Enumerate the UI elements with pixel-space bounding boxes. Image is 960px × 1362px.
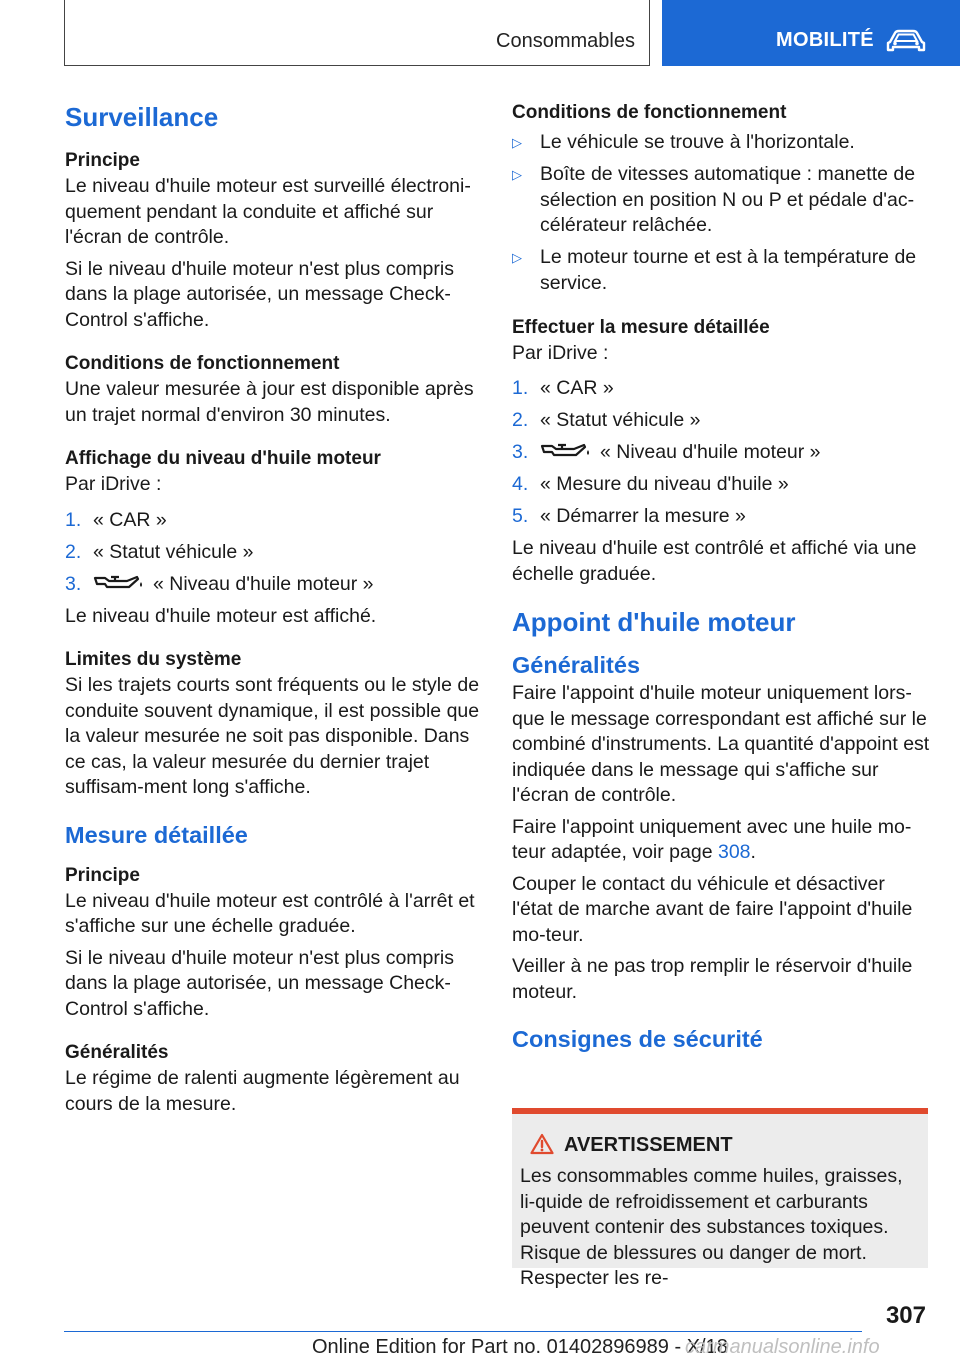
oil-can-icon <box>93 572 145 594</box>
paragraph: Le niveau d'huile est contrôlé et affiché via une échelle graduée. <box>512 537 917 585</box>
list-item: 1. « CAR » <box>512 377 614 399</box>
heading-limites: Limites du système <box>65 649 242 670</box>
heading-principe: Principe <box>65 150 140 171</box>
steps-list <box>512 376 930 530</box>
header-chapter-tab[interactable] <box>662 0 960 66</box>
footer-edition: Online Edition for Part no. 01402896989 - X/18 <box>312 1336 728 1358</box>
header-section-box <box>64 0 650 66</box>
page-link[interactable]: 308 <box>717 841 751 863</box>
paragraph: Le régime de ralenti augmente légèrement au cours de la mesure. <box>65 1067 460 1115</box>
footer-divider <box>64 1331 862 1332</box>
oil-can-icon <box>540 440 592 462</box>
warning-text: Les consommables comme huiles, graisses, li-quide de refroidissement et carburants peuvent contenir des substances toxiques. Risque de blessures ou danger de mort. Respecter les re- <box>520 1165 903 1289</box>
list-item: ▷ Le véhicule se trouve à l'horizontale. <box>512 130 930 156</box>
steps-list <box>65 508 483 598</box>
warning-box <box>512 1108 928 1289</box>
left-column <box>65 100 483 1123</box>
paragraph: Par iDrive : <box>512 341 609 364</box>
heading-consignes: Consignes de sécurité <box>512 1026 763 1052</box>
heading-conditions: Conditions de fonctionnement <box>512 102 787 123</box>
list-item: 5. « Démarrer la mesure » <box>512 505 746 527</box>
heading-appoint: Appoint d'huile moteur <box>512 607 796 637</box>
heading-generalites: Généralités <box>65 1042 169 1063</box>
page-number: 307 <box>885 1302 926 1329</box>
list-item: 1. « CAR » <box>65 508 167 531</box>
paragraph: Veiller à ne pas trop remplir le réservoir d'huile moteur. <box>512 955 913 1003</box>
list-item: ▷ Le moteur tourne et est à la température de service. <box>512 246 917 294</box>
paragraph: Par iDrive : <box>65 473 162 495</box>
paragraph: Faire l'appoint d'huile moteur uniquement lors-que le message correspondant est affiché sur le combiné d'instruments. La quantité d'appoint est indiquée dans le message qui s'affiche sur l'écran de contrôle. <box>512 682 930 806</box>
heading-affichage: Affichage du niveau d'huile moteur <box>65 448 381 469</box>
heading-mesure-detaillee: Mesure détaillée <box>65 821 248 848</box>
warning-triangle-icon <box>530 1133 554 1155</box>
paragraph: Le niveau d'huile moteur est surveillé électroni-quement pendant la conduite et affiché sur l'écran de contrôle. <box>65 175 471 248</box>
watermark: carmanualsonline.info <box>685 1336 880 1358</box>
heading-effectuer: Effectuer la mesure détaillée <box>512 316 770 338</box>
heading-conditions: Conditions de fonctionnement <box>65 353 340 374</box>
paragraph: Si le niveau d'huile moteur n'est plus compris dans la plage autorisée, un message Check-Control s'affiche. <box>65 946 454 1020</box>
paragraph: Si le niveau d'huile moteur n'est plus compris dans la plage autorisée, un message Check-Control s'affiche. <box>65 257 454 331</box>
header-chapter-title: MOBILITÉ <box>776 29 874 51</box>
list-item: 3. « Niveau d'huile moteur » <box>512 441 821 463</box>
paragraph: Si les trajets courts sont fréquents ou le style de conduite souvent dynamique, il est possible que la valeur mesurée ne soit pas disponible. Dans ce cas, la valeur mesurée du dernier trajet suffisam-ment long s'affiche. <box>65 674 480 798</box>
car-icon <box>884 28 928 54</box>
paragraph: Une valeur mesurée à jour est disponible après un trajet normal d'environ 30 minutes. <box>65 378 474 426</box>
paragraph: Faire l'appoint uniquement avec une huile mo-teur adaptée, voir page 308. <box>512 815 912 863</box>
bullet-triangle-icon: ▷ <box>512 167 522 182</box>
bullet-triangle-icon: ▷ <box>512 135 522 150</box>
list-item: ▷ Boîte de vitesses automatique : manette de sélection en position N ou P et pédale d'ac-célérateur relâchée. <box>512 163 916 236</box>
list-item: 2. « Statut véhicule » <box>65 540 254 563</box>
heading-principe: Principe <box>65 864 140 886</box>
header-section-title: Consommables <box>496 30 635 52</box>
conditions-list <box>512 130 930 296</box>
heading-generalites: Généralités <box>512 652 641 678</box>
list-item: 2. « Statut véhicule » <box>512 409 701 431</box>
heading-surveillance: Surveillance <box>65 102 219 132</box>
right-column <box>512 100 930 1063</box>
bullet-triangle-icon: ▷ <box>512 250 522 265</box>
paragraph: Couper le contact du véhicule et désactiver l'état de marche avant de faire l'appoint d'huile mo-teur. <box>512 872 913 946</box>
paragraph: Le niveau d'huile moteur est contrôlé à l'arrêt et s'affiche sur une échelle graduée. <box>65 889 475 937</box>
list-item: 3. « Niveau d'huile moteur » <box>65 572 374 595</box>
paragraph: Le niveau d'huile moteur est affiché. <box>65 604 377 627</box>
warning-title: AVERTISSEMENT <box>520 1132 920 1158</box>
list-item: 4. « Mesure du niveau d'huile » <box>512 473 789 495</box>
